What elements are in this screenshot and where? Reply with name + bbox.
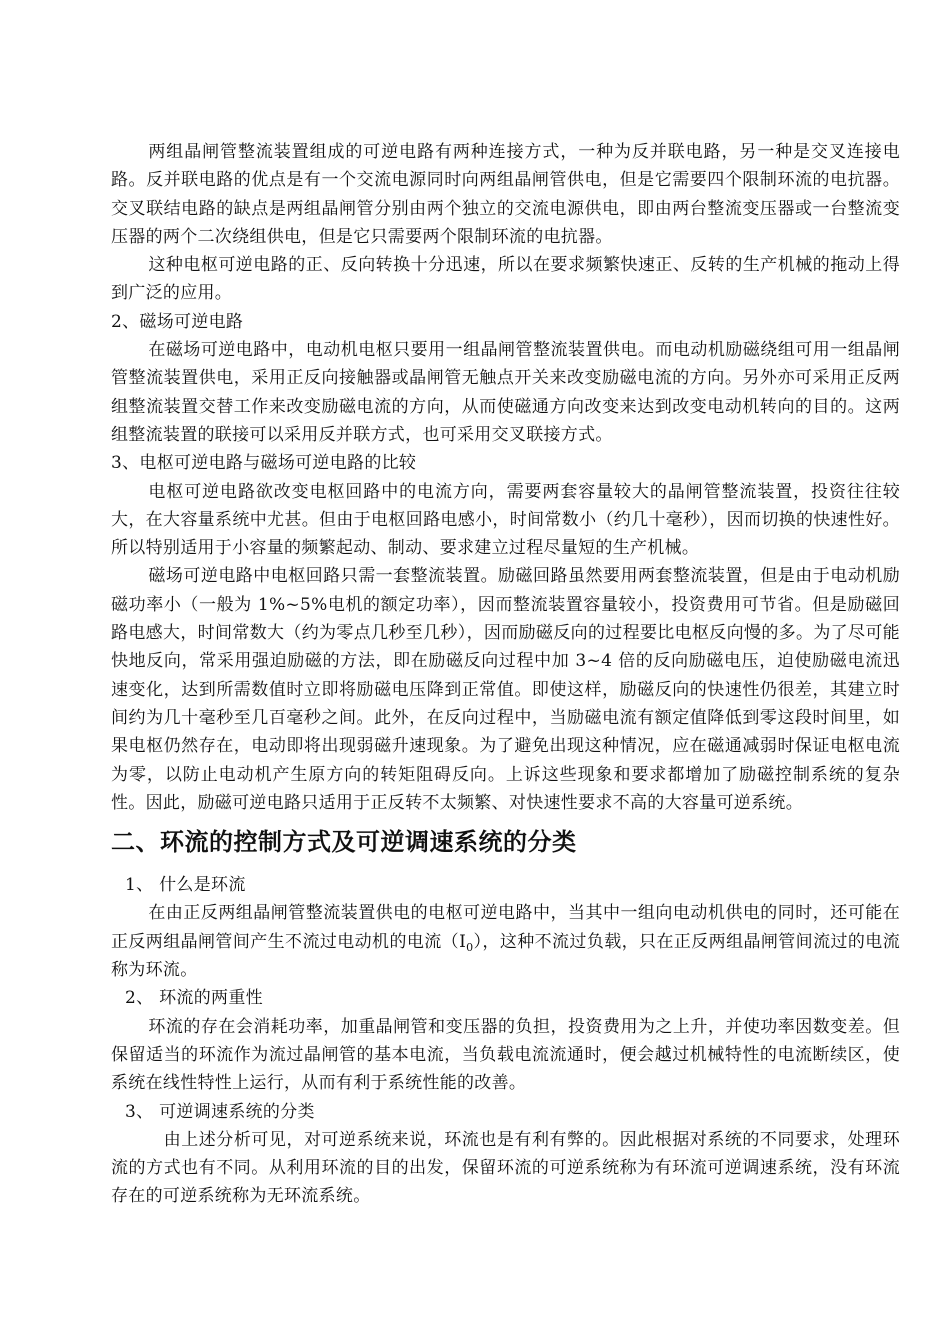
paragraph-circulating-current-definition: [111, 899, 900, 984]
paragraph-armature-comparison: 电枢可逆电路欲改变电枢回路中的电流方向，需要两套容量较大的晶闸管整流装置，投资往往较大，在大容量系统中尤甚。但由于电枢回路电感小，时间常数小（约几十毫秒），因而切换的快速性好。所以特别适用于小容量的频繁起动、制动、要求建立过程尽量短的生产机械。: [111, 481, 900, 559]
definition-text-before: 在由正反两组晶闸管整流装置供电的电枢可逆电路中，当其中一组向电动机供电的同时，还可能在正反两组晶闸管间产生不流过电动机的电流（I: [111, 903, 900, 952]
heading-field-reversible-circuit: 2、磁场可逆电路: [111, 311, 244, 332]
paragraph-classification: 由上述分析可见，对可逆系统来说，环流也是有利有弊的。因此根据对系统的不同要求，处理环流的方式也有不同。从利用环流的目的出发，保留环流的可逆系统称为有环流可逆调速系统，没有环流存在的可逆系统称为无环流系统。: [111, 1129, 900, 1207]
heading-what-is-circulating-current: 1、 什么是环流: [125, 875, 246, 896]
heading-duality: 2、 环流的两重性: [125, 988, 263, 1009]
paragraph-field-reversible: 在磁场可逆电路中，电动机电枢只要用一组晶闸管整流装置供电。而电动机励磁绕组可用一组晶闸管整流装置供电，采用正反向接触器或晶闸管无触点开关来改变励磁电流的方向。另外亦可采用正反两组整流装置交替工作来改变励磁电流的方向，从而使磁通方向改变来达到改变电动机转向的目的。这两组整流装置的联接可以采用反并联方式，也可采用交叉联接方式。: [111, 340, 900, 445]
paragraph-armature-reversal: 这种电枢可逆电路的正、反向转换十分迅速，所以在要求频繁快速正、反转的生产机械的拖动上得到广泛的应用。: [111, 255, 900, 304]
definition-text-after: ），这种不流过负载，只在正反两组晶闸管间流过的电流称为环流。: [111, 931, 901, 981]
paragraph-duality: 环流的存在会消耗功率，加重晶闸管和变压器的负担，投资费用为之上升，并使功率因数变差。但保留适当的环流作为流过晶闸管的基本电流，当负载电流流通时，便会越过机械特性的电流断续区，使系统在线性特性上运行，从而有利于系统性能的改善。: [111, 1016, 900, 1094]
paragraph-connection-methods: 两组晶闸管整流装置组成的可逆电路有两种连接方式，一种为反并联电路，另一种是交叉连接电路。反并联电路的优点是有一个交流电源同时向两组晶闸管供电，但是它需要四个限制环流的电抗器。交叉联结电路的缺点是两组晶闸管分别由两个独立的交流电源供电，即由两台整流变压器或一台整流变压器的两个二次绕组供电，但是它只需要两个限制环流的电抗器。: [111, 142, 900, 247]
heading-classification: 3、 可逆调速系统的分类: [125, 1101, 315, 1122]
heading-comparison: 3、电枢可逆电路与磁场可逆电路的比较: [111, 453, 417, 474]
section-title-circulating-current: 二、环流的控制方式及可逆调速系统的分类: [111, 827, 577, 857]
paragraph-field-comparison: 磁场可逆电路中电枢回路只需一套整流装置。励磁回路虽然要用两套整流装置，但是由于电动机励磁功率小（一般为 1%~5%电机的额定功率），因而整流装置容量较小，投资费用可节省。但是励磁回路电感大，时间常数大（约为零点几秒至几秒），因而励磁反向的过程要比电枢反向慢的多。为了尽可能快地反向，常采用强迫励磁的方法，即在励磁反向过程中加 3~4 倍的反向励磁电压，迫使励磁电流迅速变化，达到所需数值时立即将励磁电压降到正常值。即使这样，励磁反向的快速性仍很差，其建立时间约为几十毫秒至几百毫秒之间。此外，在反向过程中，当励磁电流有额定值降低到零这段时间里，如果电枢仍然存在，电动即将出现弱磁升速现象。为了避免出现这种情况，应在磁通减弱时保证电枢电流为零，以防止电动机产生原方向的转矩阻碍反向。上诉这些现象和要求都增加了励磁控制系统的复杂性。因此，励磁可逆电路只适用于正反转不太频繁、对快速性要求不高的大容量可逆系统。: [111, 566, 900, 813]
page-content: [111, 138, 900, 1211]
current-subscript: 0: [466, 940, 474, 954]
